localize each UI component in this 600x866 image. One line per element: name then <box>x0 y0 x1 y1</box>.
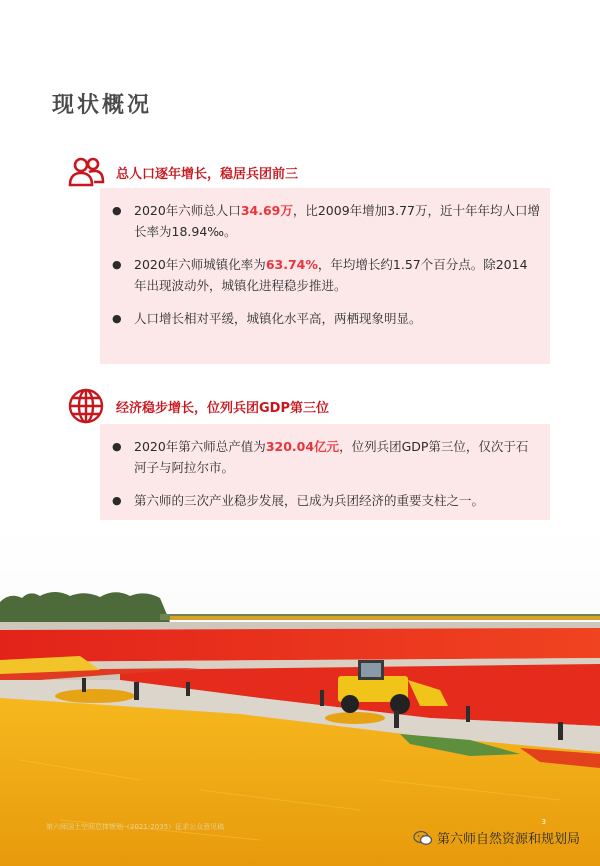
page-number: 3 <box>541 818 546 826</box>
bullet-text: ，比2009年增加3.77万，近十年年均人口增长率为18.94‰。 <box>134 203 541 239</box>
bullet-text: ，年均增长约1.57个百分点。除2014年出现波动外，城镇化进程稳步推进。 <box>134 257 528 293</box>
bullet-text: 第六师的三次产业稳步发展，已成为兵团经济的重要支柱之一。 <box>134 493 485 508</box>
bullet-dot: ● <box>112 258 122 271</box>
globe-icon <box>66 386 106 426</box>
bullet-dot: ● <box>112 312 122 325</box>
highlight-value: 34.69万 <box>240 203 293 218</box>
bullet-text: 2020年六师城镇化率为 <box>134 257 266 272</box>
footer-watermark <box>413 828 580 847</box>
list-item <box>110 254 540 296</box>
bullet-text: 人口增长相对平缓，城镇化水平高，两栖现象明显。 <box>134 311 422 326</box>
section-header-population <box>66 152 298 192</box>
population-card <box>100 188 550 364</box>
economy-card <box>100 424 550 520</box>
bullet-dot: ● <box>112 440 122 453</box>
section-title: 经济稳步增长，位列兵团GDP第三位 <box>116 400 329 416</box>
wechat-icon <box>413 830 433 846</box>
bullet-dot: ● <box>112 494 122 507</box>
bullet-text: 2020年第六师总产值为 <box>134 439 266 454</box>
bullet-dot: ● <box>112 204 122 217</box>
chili-field-photo <box>0 530 600 866</box>
list-item <box>110 436 540 478</box>
people-icon <box>66 152 106 192</box>
bullet-text: ，位列兵团GDP第三位，仅次于石河子与阿拉尔市。 <box>134 439 529 475</box>
list-item <box>110 490 540 511</box>
bullet-text: 2020年六师总人口 <box>134 203 241 218</box>
footer-organization: 第六师自然资源和规划局 <box>436 832 580 847</box>
highlight-value: 320.04亿元 <box>265 439 340 454</box>
page-title: 现状概况 <box>52 93 153 118</box>
section-title: 总人口逐年增长，稳居兵团前三 <box>116 166 299 182</box>
list-item <box>110 200 540 242</box>
section-header-economy <box>66 386 329 426</box>
footer-document-title: 第六师国土空间总体规划（2021-2035）征求公众意见稿 <box>46 823 225 831</box>
highlight-value: 63.74% <box>265 257 318 272</box>
list-item <box>110 308 540 329</box>
